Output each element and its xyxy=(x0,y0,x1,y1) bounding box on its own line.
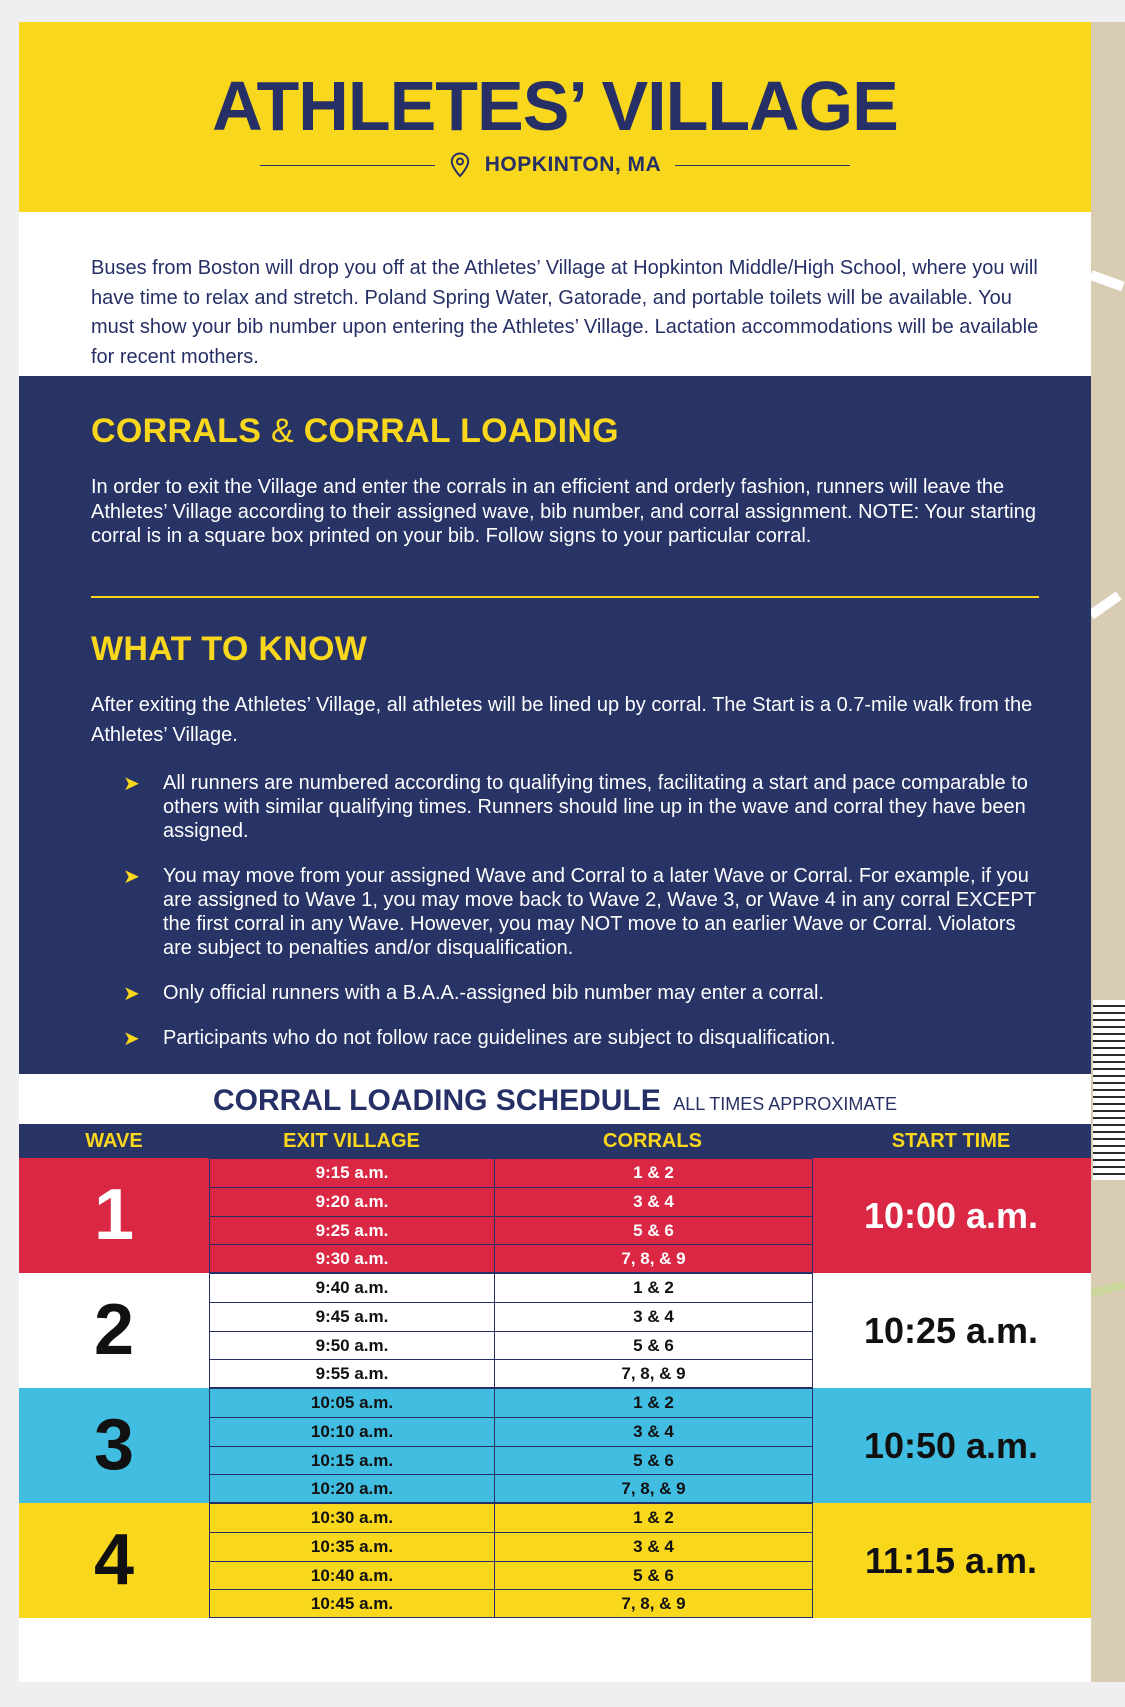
table-row xyxy=(210,1359,812,1388)
exit-time-cell: 9:30 a.m. xyxy=(210,1245,495,1272)
exit-time-cell: 10:30 a.m. xyxy=(210,1504,495,1532)
page-header xyxy=(19,22,1091,212)
map-stripes xyxy=(1093,1000,1125,1180)
info-section xyxy=(19,376,1091,1074)
table-row xyxy=(210,1474,812,1503)
exit-time-cell: 10:05 a.m. xyxy=(210,1389,495,1417)
table-row xyxy=(210,1331,812,1360)
table-row xyxy=(210,1244,812,1273)
corrals-cell: 1 & 2 xyxy=(633,1393,674,1412)
exit-time-cell: 10:45 a.m. xyxy=(210,1590,495,1617)
wave-times-grid xyxy=(209,1388,813,1503)
table-row xyxy=(210,1446,812,1475)
exit-time-cell: 10:40 a.m. xyxy=(210,1562,495,1590)
corrals-heading-amp: & xyxy=(270,412,294,450)
location-text: HOPKINTON, MA xyxy=(484,153,662,176)
corrals-cell: 3 & 4 xyxy=(633,1191,674,1211)
table-row xyxy=(210,1561,812,1590)
section-divider xyxy=(91,596,1039,598)
schedule-title xyxy=(19,1074,1091,1124)
exit-time-cell: 10:10 a.m. xyxy=(210,1418,495,1446)
wave-times-grid xyxy=(209,1273,813,1388)
exit-time-cell: 9:20 a.m. xyxy=(210,1188,495,1216)
corrals-heading-part1: CORRALS xyxy=(91,412,262,450)
page-title: ATHLETES’ VILLAGE xyxy=(212,67,898,145)
list-item xyxy=(91,981,1041,1005)
chevron-right-icon: ➤ xyxy=(123,1028,140,1050)
schedule-subheading: ALL TIMES APPROXIMATE xyxy=(673,1094,897,1114)
table-row xyxy=(210,1589,812,1618)
corrals-cell: 3 & 4 xyxy=(633,1421,674,1441)
bullet-text: Only official runners with a B.A.A.-assigned bib number may enter a corral. xyxy=(163,982,825,1004)
corrals-cell: 7, 8, & 9 xyxy=(621,1594,686,1614)
corrals-cell: 3 & 4 xyxy=(633,1536,674,1556)
list-item xyxy=(91,864,1041,960)
table-row xyxy=(210,1503,812,1532)
table-row xyxy=(210,1187,812,1216)
corrals-cell: 5 & 6 xyxy=(633,1450,674,1470)
wave-number: 1 xyxy=(93,1175,135,1255)
bullet-text: All runners are numbered according to qualifying times, facilitating a start and pace comparable to others with similar qualifying times. Runners should line up in the wave and corral they have been assigned. xyxy=(163,772,1028,842)
corrals-text: In order to exit the Village and enter the corrals in an efficient and orderly fashion, runners will leave the Athletes’ Village according to their assigned wave, bib number, and corral assignment. NOTE: Your starting corral is in a square box printed on your bib. Follow signs to your particular corral. xyxy=(91,476,1036,547)
know-heading: WHAT TO KNOW xyxy=(91,630,368,668)
wave-times-grid xyxy=(209,1158,813,1273)
start-time: 11:15 a.m. xyxy=(864,1540,1038,1581)
header-wave: WAVE xyxy=(85,1130,143,1152)
exit-time-cell: 9:50 a.m. xyxy=(210,1332,495,1360)
location-line xyxy=(19,152,1091,178)
table-row xyxy=(210,1216,812,1245)
map-pin-icon xyxy=(449,152,471,178)
guide-page xyxy=(19,22,1091,1682)
wave-number: 2 xyxy=(93,1290,135,1370)
wave-times-grid xyxy=(209,1503,813,1618)
table-row xyxy=(210,1417,812,1446)
wave-number: 3 xyxy=(93,1405,135,1485)
table-row xyxy=(210,1158,812,1187)
chevron-right-icon: ➤ xyxy=(123,983,140,1005)
corrals-cell: 3 & 4 xyxy=(633,1306,674,1326)
wave-row xyxy=(19,1158,1091,1273)
schedule-heading: CORRAL LOADING SCHEDULE xyxy=(213,1084,661,1117)
corrals-cell: 5 & 6 xyxy=(633,1565,674,1585)
wave-row xyxy=(19,1388,1091,1503)
corrals-heading-part2: CORRAL LOADING xyxy=(303,412,619,450)
list-item xyxy=(91,1026,1041,1050)
exit-time-cell: 10:20 a.m. xyxy=(210,1475,495,1502)
chevron-right-icon: ➤ xyxy=(123,866,140,888)
table-row xyxy=(210,1388,812,1417)
exit-time-cell: 9:25 a.m. xyxy=(210,1217,495,1245)
table-row xyxy=(210,1532,812,1561)
corrals-cell: 1 & 2 xyxy=(633,1278,674,1297)
header-exit-village: EXIT VILLAGE xyxy=(283,1130,420,1152)
divider-right xyxy=(675,165,850,166)
list-item xyxy=(91,771,1041,843)
corrals-cell: 7, 8, & 9 xyxy=(621,1364,686,1384)
exit-time-cell: 9:45 a.m. xyxy=(210,1303,495,1331)
schedule-header-row xyxy=(19,1124,1091,1158)
table-row xyxy=(210,1302,812,1331)
bullet-text: Participants who do not follow race guidelines are subject to disqualification. xyxy=(163,1027,836,1049)
corrals-cell: 7, 8, & 9 xyxy=(621,1479,686,1499)
exit-time-cell: 9:55 a.m. xyxy=(210,1360,495,1387)
exit-time-cell: 10:15 a.m. xyxy=(210,1447,495,1475)
wave-row xyxy=(19,1503,1091,1618)
corrals-cell: 5 & 6 xyxy=(633,1335,674,1355)
exit-time-cell: 9:15 a.m. xyxy=(210,1159,495,1187)
know-text: After exiting the Athletes’ Village, all athletes will be lined up by corral. The Start is a 0.7-mile walk from the Athletes’ Village. xyxy=(91,694,1033,746)
table-row xyxy=(210,1273,812,1302)
header-start-time: START TIME xyxy=(891,1130,1011,1152)
corrals-cell: 1 & 2 xyxy=(633,1163,674,1182)
corrals-heading xyxy=(91,412,619,451)
start-time: 10:50 a.m. xyxy=(863,1425,1039,1466)
header-corrals: CORRALS xyxy=(603,1130,702,1152)
intro-paragraph: Buses from Boston will drop you off at the Athletes’ Village at Hopkinton Middle/High School, where you will have time to relax and stretch. Poland Spring Water, Gatorade, and portable toilets will be available. You must show your bib number upon entering the Athletes’ Village. Lactation accommodations will be available for recent mothers. xyxy=(91,257,1039,368)
start-time: 10:25 a.m. xyxy=(863,1310,1039,1351)
chevron-right-icon: ➤ xyxy=(123,773,140,795)
start-time: 10:00 a.m. xyxy=(863,1195,1039,1236)
corrals-cell: 7, 8, & 9 xyxy=(621,1249,686,1269)
corrals-cell: 1 & 2 xyxy=(633,1508,674,1527)
exit-time-cell: 10:35 a.m. xyxy=(210,1533,495,1561)
wave-number: 4 xyxy=(93,1520,135,1600)
bullet-text: You may move from your assigned Wave and Corral to a later Wave or Corral. For example, if you are assigned to Wave 1, you may move back to Wave 2, Wave 3, or Wave 4 in any corral EXCEPT the first corral in any Wave. However, you may NOT move to an earlier Wave or Corral. Violators are subject to penalties and/or disqualification. xyxy=(163,865,1036,959)
corrals-cell: 5 & 6 xyxy=(633,1220,674,1240)
divider-left xyxy=(260,165,435,166)
know-bullets xyxy=(91,771,1041,1050)
exit-time-cell: 9:40 a.m. xyxy=(210,1274,495,1302)
wave-row xyxy=(19,1273,1091,1388)
